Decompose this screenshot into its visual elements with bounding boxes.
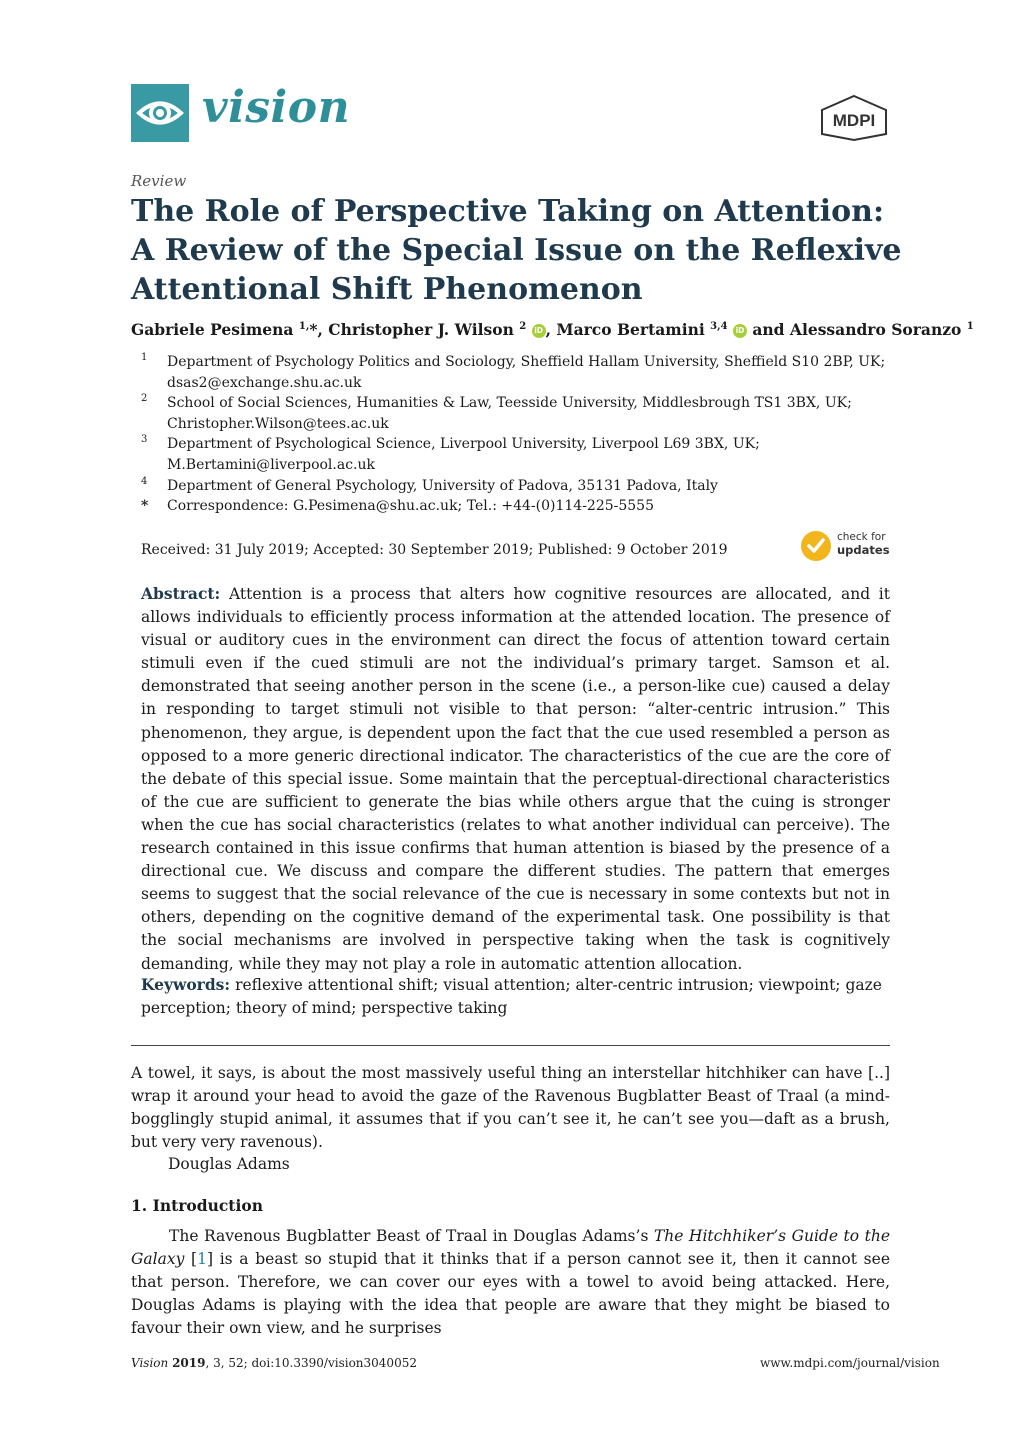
abstract-text: Attention is a process that alters how cognitive resources are allocated, and it allows individuals to efficiently process information at the attended location. The presence of visual or auditory cues in the environment can direct the focus of attention toward certain stimuli even if the cued stimuli are not the individual’s primary target. Samson et al. demonstrated that seeing another person in the scene (i.e., a person-like cue) caused a delay in responding to target stimuli not visible to that person: “alter-centric intrusion.” This phenomenon, they argue, is dependent upon the fact that the cue used resembled a person as opposed to a more generic directional indicator. The characteristics of the cue are the core of the debate of this special issue. Some maintain that the perceptual-directional characteristics of the cue are sufficient to generate the bias while others argue that the cuing is stronger when the cue has social characteristics (relates to what another individual can perceive). The research contained in this issue confirms that human attention is biased by the presence of a directional cue. We discuss and compare the different studies. The pattern that emerges seems to suggest that the social relevance of the cue is necessary in some contexts but not in others, depending on the cognitive demand of the experimental task. One possibility is that the social mechanisms are involved in perspective taking when the task is cognitively demanding, while they may not play a role in automatic attention allocation.	[141, 585, 890, 973]
abstract-label: Abstract:	[141, 584, 221, 603]
body-paragraph: The Ravenous Bugblatter Beast of Traal in Douglas Adams’s The Hitchhiker’s Guide to the Galaxy [1] is a beast so stupid that it thinks that if a person cannot see it, then it cannot see that person. Therefore, we can cover our eyes with a towel to avoid being attacked. Here, Douglas Adams is playing with the idea that people are aware that they might be biased to favour their own view, and he surprises	[131, 1227, 890, 1338]
affiliation-number: 4	[141, 475, 148, 487]
affiliation-list	[141, 352, 901, 517]
article-type: Review	[131, 172, 187, 190]
email-link[interactable]: M.Bertamini@liverpool.ac.uk	[167, 456, 375, 473]
citation-link[interactable]: 1	[197, 1250, 207, 1269]
affiliation-item: 2 School of Social Sciences, Humanities & Law, Teesside University, Middlesbrough TS1 3BX, UK; Christopher.Wilson@tees.ac.uk	[141, 393, 901, 434]
mdpi-logo	[818, 94, 890, 142]
journal-url[interactable]: www.mdpi.com/journal/vision	[760, 1356, 940, 1370]
title-line: Attentional Shift Phenomenon	[131, 272, 643, 307]
affiliation-number: 1	[141, 352, 148, 363]
affiliation-number: 3	[141, 434, 148, 446]
email-link[interactable]: dsas2@exchange.shu.ac.uk	[167, 374, 362, 391]
title-line: The Role of Perspective Taking on Attention:	[131, 194, 885, 229]
orcid-icon[interactable]: iD	[532, 324, 546, 338]
eye-icon	[131, 84, 189, 142]
journal-logo	[131, 84, 189, 142]
affiliation-item: 3 Department of Psychological Science, Liverpool University, Liverpool L69 3BX, UK; M.Bertamini@liverpool.ac.uk	[141, 434, 901, 475]
epigraph-author: Douglas Adams	[168, 1155, 290, 1173]
orcid-icon[interactable]: iD	[733, 324, 747, 338]
author-affil-sup: 1,	[298, 321, 310, 332]
publication-dates: Received: 31 July 2019; Accepted: 30 September 2019; Published: 9 October 2019	[141, 542, 728, 558]
affiliation-number: 2	[141, 393, 148, 405]
author-name[interactable]: Gabriele Pesimena	[131, 320, 294, 339]
author-affil-sup: 1	[966, 321, 974, 332]
journal-name: vision	[202, 82, 351, 133]
epigraph-quote: A towel, it says, is about the most massively useful thing an interstellar hitchhiker can have [..] wrap it around your head to avoid the gaze of the Ravenous Bugblatter Beast of Traal (a mind-bogglingly stupid animal, it assumes that if you can’t see it, he can’t see you—daft as a brush, but very very ravenous).	[131, 1064, 890, 1152]
abstract	[141, 582, 890, 976]
section-heading: 1. Introduction	[131, 1196, 263, 1215]
author-name[interactable]: Christopher J. Wilson	[328, 320, 514, 339]
citation-footer: Vision 2019, 3, 52; doi:10.3390/vision3040052	[131, 1356, 417, 1370]
affiliation-item: 4 Department of General Psychology, University of Padova, 35131 Padova, Italy	[141, 476, 901, 497]
divider	[131, 1045, 890, 1046]
keywords	[141, 973, 890, 1020]
book-title: The Hitchhiker’s Guide to the Galaxy	[131, 1227, 890, 1269]
mdpi-logo-text: MDPI	[832, 111, 876, 130]
page-title	[131, 192, 902, 309]
author-name[interactable]: Alessandro Soranzo	[789, 320, 962, 339]
check-for-updates-button[interactable]: check for updates	[801, 530, 891, 562]
correspondence-marker: *	[141, 498, 149, 515]
email-link[interactable]: Christopher.Wilson@tees.ac.uk	[167, 415, 389, 432]
checkmark-icon	[801, 531, 831, 561]
author-list: Gabriele Pesimena $^{1,}$*, Christopher J. Wilson $^2$ iD , Marco Bertamini $^{3,4}$ iD and Alessandro Soranzo $^1$	[131, 320, 974, 339]
keywords-text: reflexive attentional shift; visual attention; alter-centric intrusion; viewpoint; gaze perception; theory of mind; perspective taking	[141, 976, 882, 1018]
author-name[interactable]: Marco Bertamini	[556, 320, 705, 339]
title-line: A Review of the Special Issue on the Reflexive	[131, 233, 902, 268]
correspondence: * Correspondence: G.Pesimena@shu.ac.uk; Tel.: +44-(0)114-225-5555	[141, 496, 901, 517]
keywords-label: Keywords:	[141, 975, 231, 994]
author-marker: *	[309, 320, 318, 339]
affiliation-item: 1 Department of Psychology Politics and Sociology, Sheffield Hallam University, Sheffield S10 2BP, UK; dsas2@exchange.shu.ac.uk	[141, 352, 901, 393]
author-affil-sup: 3,4	[710, 321, 728, 332]
author-affil-sup: 2	[519, 321, 527, 332]
